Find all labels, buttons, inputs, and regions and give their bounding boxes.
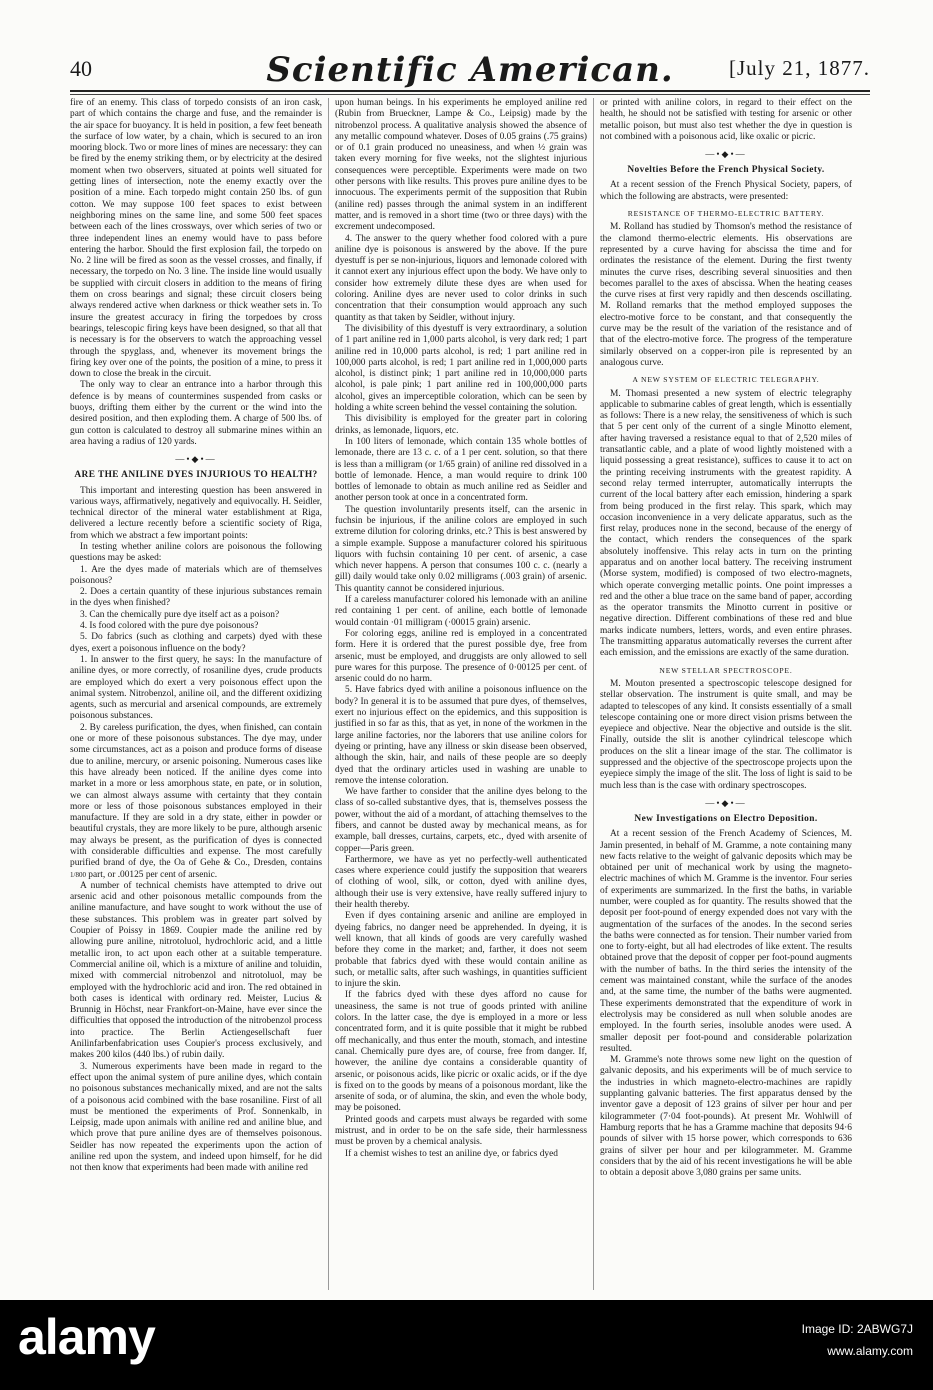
watermark-url: www.alamy.com	[827, 1344, 913, 1358]
paragraph: In testing whether aniline colors are poisonous the following questions may be asked:	[70, 541, 322, 564]
masthead-rule-thin	[70, 94, 870, 95]
watermark-image-id: Image ID: 2ABWG7J	[801, 1322, 913, 1336]
paragraph: At a recent session of the French Physical Society, papers, of which the following are abstracts, were presented:	[600, 180, 852, 202]
column-2	[335, 98, 587, 1160]
paragraph: Farthermore, we have as yet no perfectly-well authenticated cases where experience could justify the supposition that wearers of clothing of wool, silk, or cotton, dyed with aniline dyes, although their use is very extensive, have really suffered injury to their health thereby.	[335, 854, 587, 911]
paragraph: 3. Numerous experiments have been made in regard to the effect upon the animal system of pure aniline dyes, which contain no poisonous substances mechanically mixed, and are not the salts of a poisonous acid combined with the base rosaniline. First of all must be mentioned the experiments of Prof. Sonnenkalb, in Leipsig, made upon animals with aniline red and aniline blue, and which prove that pure aniline dyes are of themselves poisonous. Seidler has now repeated the experiments upon the action of aniline red upon the system, and indeed upon himself, for he did not then know that experiments had been made with aniline red	[70, 1061, 322, 1174]
ornament-divider: —•◆•—	[705, 797, 747, 808]
paragraph: If a chemist wishes to test an aniline dye, or fabrics dyed	[345, 1148, 558, 1159]
paragraph-text: 2. By careless purification, the dyes, when finished, can contain one or more of these poisonous substances. The dye may, under some circumstances, act as a poison and produce forms of disease due to aniline, mercury, or arsenic poisoning. Numerous cases like this have already been noticed. If the aniline dyes come into market in a more or less amorphous state, en pate, or in solution, we can almost always assume with certainty that they contain more or less of those poisonous substances employed in their manufacture. If they are sold in a dry state, either in powder or beautiful crystals, they are more likely to be pure, although arsenic may always be present, as the purification of dyes is connected with considerable difficulties and expense. The most carefully purified brand of dye, the Oa of Gehe & Co., Dresden, contains	[70, 722, 322, 869]
paragraph: In 100 liters of lemonade, which contain 135 whole bottles of lemonade, there are 13 c. c. of a 1 per cent. solution, so that there is less than a milligram (or 1/65 grain) of aniline red dissolved in a bottle of lemonade. Hence, a man would require to drink 100 bottles of lemonade to obtain as much aniline red as Seidler and another person took at once in a concentrated form.	[335, 436, 587, 504]
paragraph: M. Thomasi presented a new system of electric telegraphy applicable to submarine cables of great length, which is essentially as follows: There is a new relay, the sensitiveness of which is such that 5 per cent only of the current of a single Minotto element, after having traversed a resistance equal to that of 2,520 miles of transatlantic cable, and a plate of wood lightly moistened with a liquid possessing a great resistance), suffices to cause it to act on the printing receiving instruments with the greatest rapidity. A second relay termed interrupter, automatically interrupts the current of the local battery after each emission, hindering a spark from being produced in the first relay. This spark, which may occasion inconvenience in a very delicate apparatus, such as the first relay, produces none in the second, because of the energy of the contact, which renders the consequences of the spark absolutely inoffensive. This relay acts in turn on the printing apparatus and on another local battery. The receiving instrument (Morse system, modified) is composed of two electro-magnets, which operate converging metallic points. One point impresses a red and the other a blue trace on the same band of paper, according as the operator transmits the Minotto current in positive or negative direction. Different combinations of these red and blue marks indicate numbers, letters, words, and even entire phrases. The transmitting apparatus automatically reverses the current after each emission, and the emissions are exactly of the same duration.	[600, 388, 852, 659]
paragraph: or printed with aniline colors, in regard to their effect on the health, he should not be satisfied with testing for arsenic or other metallic poison, but must also test whether the dye in question is not combined with a poisonous acid, like oxalic or picric.	[600, 98, 852, 142]
paragraph: 5. Have fabrics dyed with aniline a poisonous influence on the body? In general it is to be assumed that pure dyes, of themselves, exert no injurious effect on the epidemics, and this supposition is justified in so far as this, that as yet, in none of the workmen in the large aniline factories, nor the laborers that use aniline colors for dyeing or printing, have any illness or skin disease been observed, although the skin, hair, and nails of these people are so deeply dyed that the ordinary articles used in washing are unable to remove the intense coloration.	[335, 685, 587, 786]
article-heading: New Investigations on Electro Deposition.	[634, 813, 818, 824]
section-subheading: A NEW SYSTEM OF ELECTRIC TELEGRAPHY.	[632, 375, 820, 385]
paragraph: The divisibility of this dyestuff is very extraordinary, a solution of 1 part aniline red in 1,000 parts alcohol, is very dark red; 1 part aniline red in 10,000 parts alcohol, is red; 1 part aniline red in 100,000 parts alcohol, is red; 1 part aniline red in 1,000,000 parts alcohol, is distinct pink; 1 part aniline red in 10,000,000 parts alcohol, is pale pink; 1 part aniline red in 100,000,000 parts alcohol, gives an imperceptible coloration, which can be seen by holding a white screen behind the vessel containing the solution.	[335, 323, 587, 414]
question-item: 2. Does a certain quantity of these injurious substances remain in the dyes when finished?	[70, 587, 322, 609]
column-3	[600, 98, 852, 1179]
paragraph	[70, 723, 322, 881]
ornament-divider: —•◆•—	[175, 454, 217, 465]
column-divider	[593, 98, 594, 1290]
section-subheading: RESISTANCE OF THERMO-ELECTRIC BATTERY.	[627, 209, 825, 219]
question-item: 1. Are the dyes made of materials which are of themselves poisonous?	[70, 564, 322, 586]
paragraph: Printed goods and carpets must always be regarded with some mistrust, and in order to be on the safe side, their harmlessness must be proven by a chemical analysis.	[335, 1114, 587, 1148]
paragraph: The question involuntarily presents itself, can the arsenic in fuchsin be injurious, if the aniline colors are employed in such extreme dilution for coloring drinks, etc.? This is best answered by a simple example. Suppose a manufacturer colored his spirituous liquors with fuchsin containing 10 per cent. of arsenic, a case which never happens. A person that consumes 100 c. c. (nearly a gill) daily would take only 0.02 milligrams (.003 grain) of arsenic. This quantity cannot be considered injurious.	[335, 504, 587, 594]
column-divider	[328, 98, 329, 1290]
article-heading: ARE THE ANILINE DYES INJURIOUS TO HEALTH?	[74, 470, 318, 481]
paragraph: For coloring eggs, aniline red is employed in a concentrated form. Here it is ordered that the purest possible dye, free from arsenic, must be employed, and druggists are only allowed to sell pure wares for this purpose. The presence of 0·00125 per cent. of arsenic could do no harm.	[335, 628, 587, 685]
page-number: 40	[70, 56, 92, 81]
paragraph: This divisibility is employed for the greater part in coloring drinks, as lemonade, liquors, etc.	[335, 414, 587, 436]
section-subheading: NEW STELLAR SPECTROSCOPE.	[659, 665, 793, 675]
paragraph: We have farther to consider that the aniline dyes belong to the class of so-called substantive dyes, that is, themselves possess the power, without the aid of a mordant, of attaching themselves to the fibers, and cannot be dusted away by mechanical means, as for example, ball dresses, curtains, carpets, etc., dyed with arsenite of copper—Paris green.	[335, 787, 587, 854]
paragraph: M. Gramme's note throws some new light on the question of galvanic deposits, and his experiments will be of much service to the industries in which magneto-electro-machines are rapidly supplanting galvanic batteries. The first apparatus densed by the inventor gave a deposit of 123 grains of silver per hour and per kilogrammeter (7·04 foot-pounds). At present Mr. Wohlwill of Hamburg reports that he has a Gramme machine that deposits 94·6 pounds of silver with 15 horse power, which corresponds to 636 grains of silver per hour and per kilogrammeter. M. Gramme considers that by the aid of his recent investigations he will be able to obtain a deposit above 3,080 grains per same units.	[600, 1055, 852, 1179]
paragraph: fire of an enemy. This class of torpedo consists of an iron cask, part of which contains the charge and fuse, and the remainder is the air space for buoyancy. It is held in position, a few feet beneath the surface of low water, by a chain, which is secured to an iron mooring block. Two or more lines of mines are necessary: they can be fired by the enemy striking them, or by electricity at the desired moment when two observers, situated at points well situated for getting lines of intersection, note the enemy exactly over the position of a mine. Each torpedo might contain 250 lbs. of gun cotton. We may suppose 100 feet spaces to exist between neighboring mines on the same line, and some 500 feet spaces between each of the lines crossways, over which series of two or three independent lines an enemy would have to pass before entering the harbor. Should the first explosion fail, the torpedo on No. 2 line will be fired as soon as the vessel crosses, and finally, if necessary, the torpedo on No. 3 line. The inside line would usually be supplied with circuit closers in addition to the means of firing them on cross bearings and signal; these circuit closers being always rendered active when darkness or thick weather sets in. To insure the greatest accuracy in firing the torpedoes by cross bearings, telescopic firing keys have been designed, so that all that is necessary is for the observers to watch the approaching vessel through the spyglass, and, whenever its movement brings the firing key over one of the points, the position of a mine, to press it down to close the break in the circuit.	[70, 98, 322, 380]
paragraph: The only way to clear an entrance into a harbor through this defence is by means of countermines suspended from casks or buoys, drifting them either by the current or the wind into the desired position, and then exploding them. A charge of 500 lbs. of gun cotton is calculated to destroy all submarine mines within an area having a radius of 120 yards.	[70, 380, 322, 447]
fraction: 1/800	[70, 870, 86, 879]
paragraph: 4. The answer to the query whether food colored with a pure aniline dye is poisonous is answered by the above. If the pure dyestuff is per se non-injurious, liquors and lemonade colored with it cannot exert any injurious effect upon the body. We have only to consider how extremely dilute these dyes are when used for coloring. Aniline dyes are never used to color drinks in such concentration that their consumption would approach any such quantity as that taken by Seidler, without injury.	[335, 233, 587, 323]
question-item: 5. Do fabrics (such as clothing and carpets) dyed with these dyes, exert a poisonous influence on the body?	[70, 632, 322, 654]
ornament-divider: —•◆•—	[705, 149, 747, 160]
question-item: 3. Can the chemically pure dye itself act as a poison?	[80, 609, 280, 620]
article-heading: Novelties Before the French Physical Society.	[627, 165, 825, 176]
paragraph: At a recent session of the French Academy of Sciences, M. Jamin presented, in behalf of M. Gramme, a note containing many new facts relative to the weight of galvanic deposits which may be obtained per unit of mechanical work by using the magneto-electric machines of which M. Gramme is the inventor. Four series of experiments are summarized. In the first the baths, in variable number, were coupled as for quantity. The results showed that the deposit per foot-pound of energy expended does not vary with the augmentation of the surfaces of the anodes. In the second series the baths were connected as for tension. Their number varied from one to forty-eight, but all had electrodes of like extent. The results obtained prove that the deposit of copper per foot-pound augments with the number of baths. In the third series the intensity of the cement was maintained constant, while the surface of the anodes and, at the same time, the number of the baths were augmented. These experiments demonstrated that the expenditure of work in electrolysis may be considered as null when soluble anodes are employed. In the fourth series, insoluble anodes were used. A smaller deposit per foot-pound and considerable polarization resulted.	[600, 829, 852, 1054]
paragraph: If the fabrics dyed with these dyes afford no cause for uneasiness, the same is not true of goods printed with aniline colors. In the latter case, the dye is employed in a more or less concentrated form, and it is quite possible that it might be rubbed off mechanically, and thus enter the mouth, stomach, and intestine canal. Chemically pure dyes are, of course, free from danger. If, however, the aniline dye contains a considerable quantity of arsenic, or poisonous acids, like picric or oxalic acids, or if the dye is fixed on to the goods by means of a poisonous mordant, like the arsenite of soda, or of alumina, the skin, and even the whole body, may be poisoned.	[335, 990, 587, 1114]
watermark-logo: alamy	[18, 1309, 155, 1365]
paragraph: This important and interesting question has been answered in various ways, affirmatively, negatively and equivocally. H. Seidler, technical director of the mineral water establishment at Riga, delivered a lecture recently before a scientific society of Riga, from which we abstract a few important points:	[70, 485, 322, 541]
paragraph: A number of technical chemists have attempted to drive out arsenic acid and other poisonous metallic compounds from the aniline manufacture, and have sought to work without the use of these substances. This problem was in greater part solved by Coupier of Poissy in 1869. Coupier made the aniline red by allowing pure aniline, nitrotoluol, hydrochloric acid, and a little metallic iron, to act upon each other at a suitable temperature. Commercial aniline oil, which is a mixture of aniline and toluidin, mixed with commercial nitrobenzol and nitrotoluol, may be employed with the hydrochloric acid and iron. The red obtained in both cases is identical with ordinary red. Meister, Lucius & Brunnig in Höchst, near Frankfort-on-Maine, have ever since the difficulties that opposed the introduction of the nitrobenzol process into practice. The Berlin Actiengesellschaft fuer Anilinfarbenfabrication uses Coupier's process exclusively, and makes 200 kilos (440 lbs.) of rubin daily.	[70, 880, 322, 1061]
paragraph: M. Mouton presented a spectroscopic telescope designed for stellar observation. The instrument is quite small, and may be adapted to telescopes of any kind. It consists essentially of a small telescope containing one or more direct vision prisms between the eyepiece and objective. Near the objective and outside is the slit. Finally, outside the slit is another cylindrical telescope which produces on the slit a linear image of the star. The collimator is suppressed and the objective of the spectroscope projects upon the eyepiece simply the image of the slit. The loss of light is said to be much less than is the case with ordinary spectroscopes.	[600, 678, 852, 791]
masthead	[70, 50, 870, 92]
paragraph: 1. In answer to the first query, he says: In the manufacture of aniline dyes, or more correctly, of rosaniline dyes, crude products are employed which do exert a very poisonous effect upon the animal system. Nitrobenzol, aniline oil, and the different oxidizing agents, such as mercurial and arsenical compounds, are extremely poisonous substances.	[70, 654, 322, 722]
question-item: 4. Is food colored with the pure dye poisonous?	[80, 621, 259, 632]
paragraph-text: part, or .00125 per cent of arsenic.	[88, 869, 218, 880]
issue-date: [July 21, 1877.	[729, 56, 870, 80]
masthead-rule	[70, 90, 870, 92]
paragraph: M. Rolland has studied by Thomson's method the resistance of the clamond thermo-electric elements. His observations are represented by a curve having for abscissa the time and for ordinates the resistance of the element. During the first twenty minutes the curve rises, describing several sinuosities and then becomes parallel to the axes of abscissa. When the heating ceases the curve rises at first very rapidly and then descends oscillating. M. Rolland remarks that the method employed supposes the electro-motive force to be constant, and that consequently the curve may be the result of the variation of the resistance and of that of the electro-motive force. The progress of the temperature similarly observed on a copper-iron pile is represented by an analogous curve.	[600, 222, 852, 368]
column-1	[70, 98, 322, 1175]
paragraph: If a careless manufacturer colored his lemonade with an aniline red containing 1 per cent. of aniline, each bottle of lemonade would contain ·01 milligram (·00015 grain) arsenic.	[335, 595, 587, 628]
paragraph: upon human beings. In his experiments he employed aniline red (Rubin from Brueckner, Lampe & Co., Leipsig) made by the nitrobenzol process. A qualitative analysis showed the absence of any metallic compound whatever. Doses of 0.05 grains (.75 grains) or of 0.1 grain produced no uneasiness, and when ½ grain was taken every morning for five weeks, not the slightest injurious consequences were perceptible. Experiments were made on two other persons with like results. This proves pure aniline dyes to be innocuous. The experiments permit of the supposition that Rubin (aniline red) passes through the animal system in an indifferent matter, and is removed in a short time (two or three days) with the excrement undecomposed.	[335, 98, 587, 233]
paragraph: Even if dyes containing arsenic and aniline are employed in dyeing fabrics, no danger need be apprehended. In dyeing, it is well known, that all kinds of goods are very carefully washed before they come in the market; and, farther, it does not seem probable that fabrics dyed with these would contain aniline as such, or metallic salts, after such washings, in quantities sufficient to injure the skin.	[335, 911, 587, 990]
newspaper-title: Scientific American.	[266, 50, 674, 90]
